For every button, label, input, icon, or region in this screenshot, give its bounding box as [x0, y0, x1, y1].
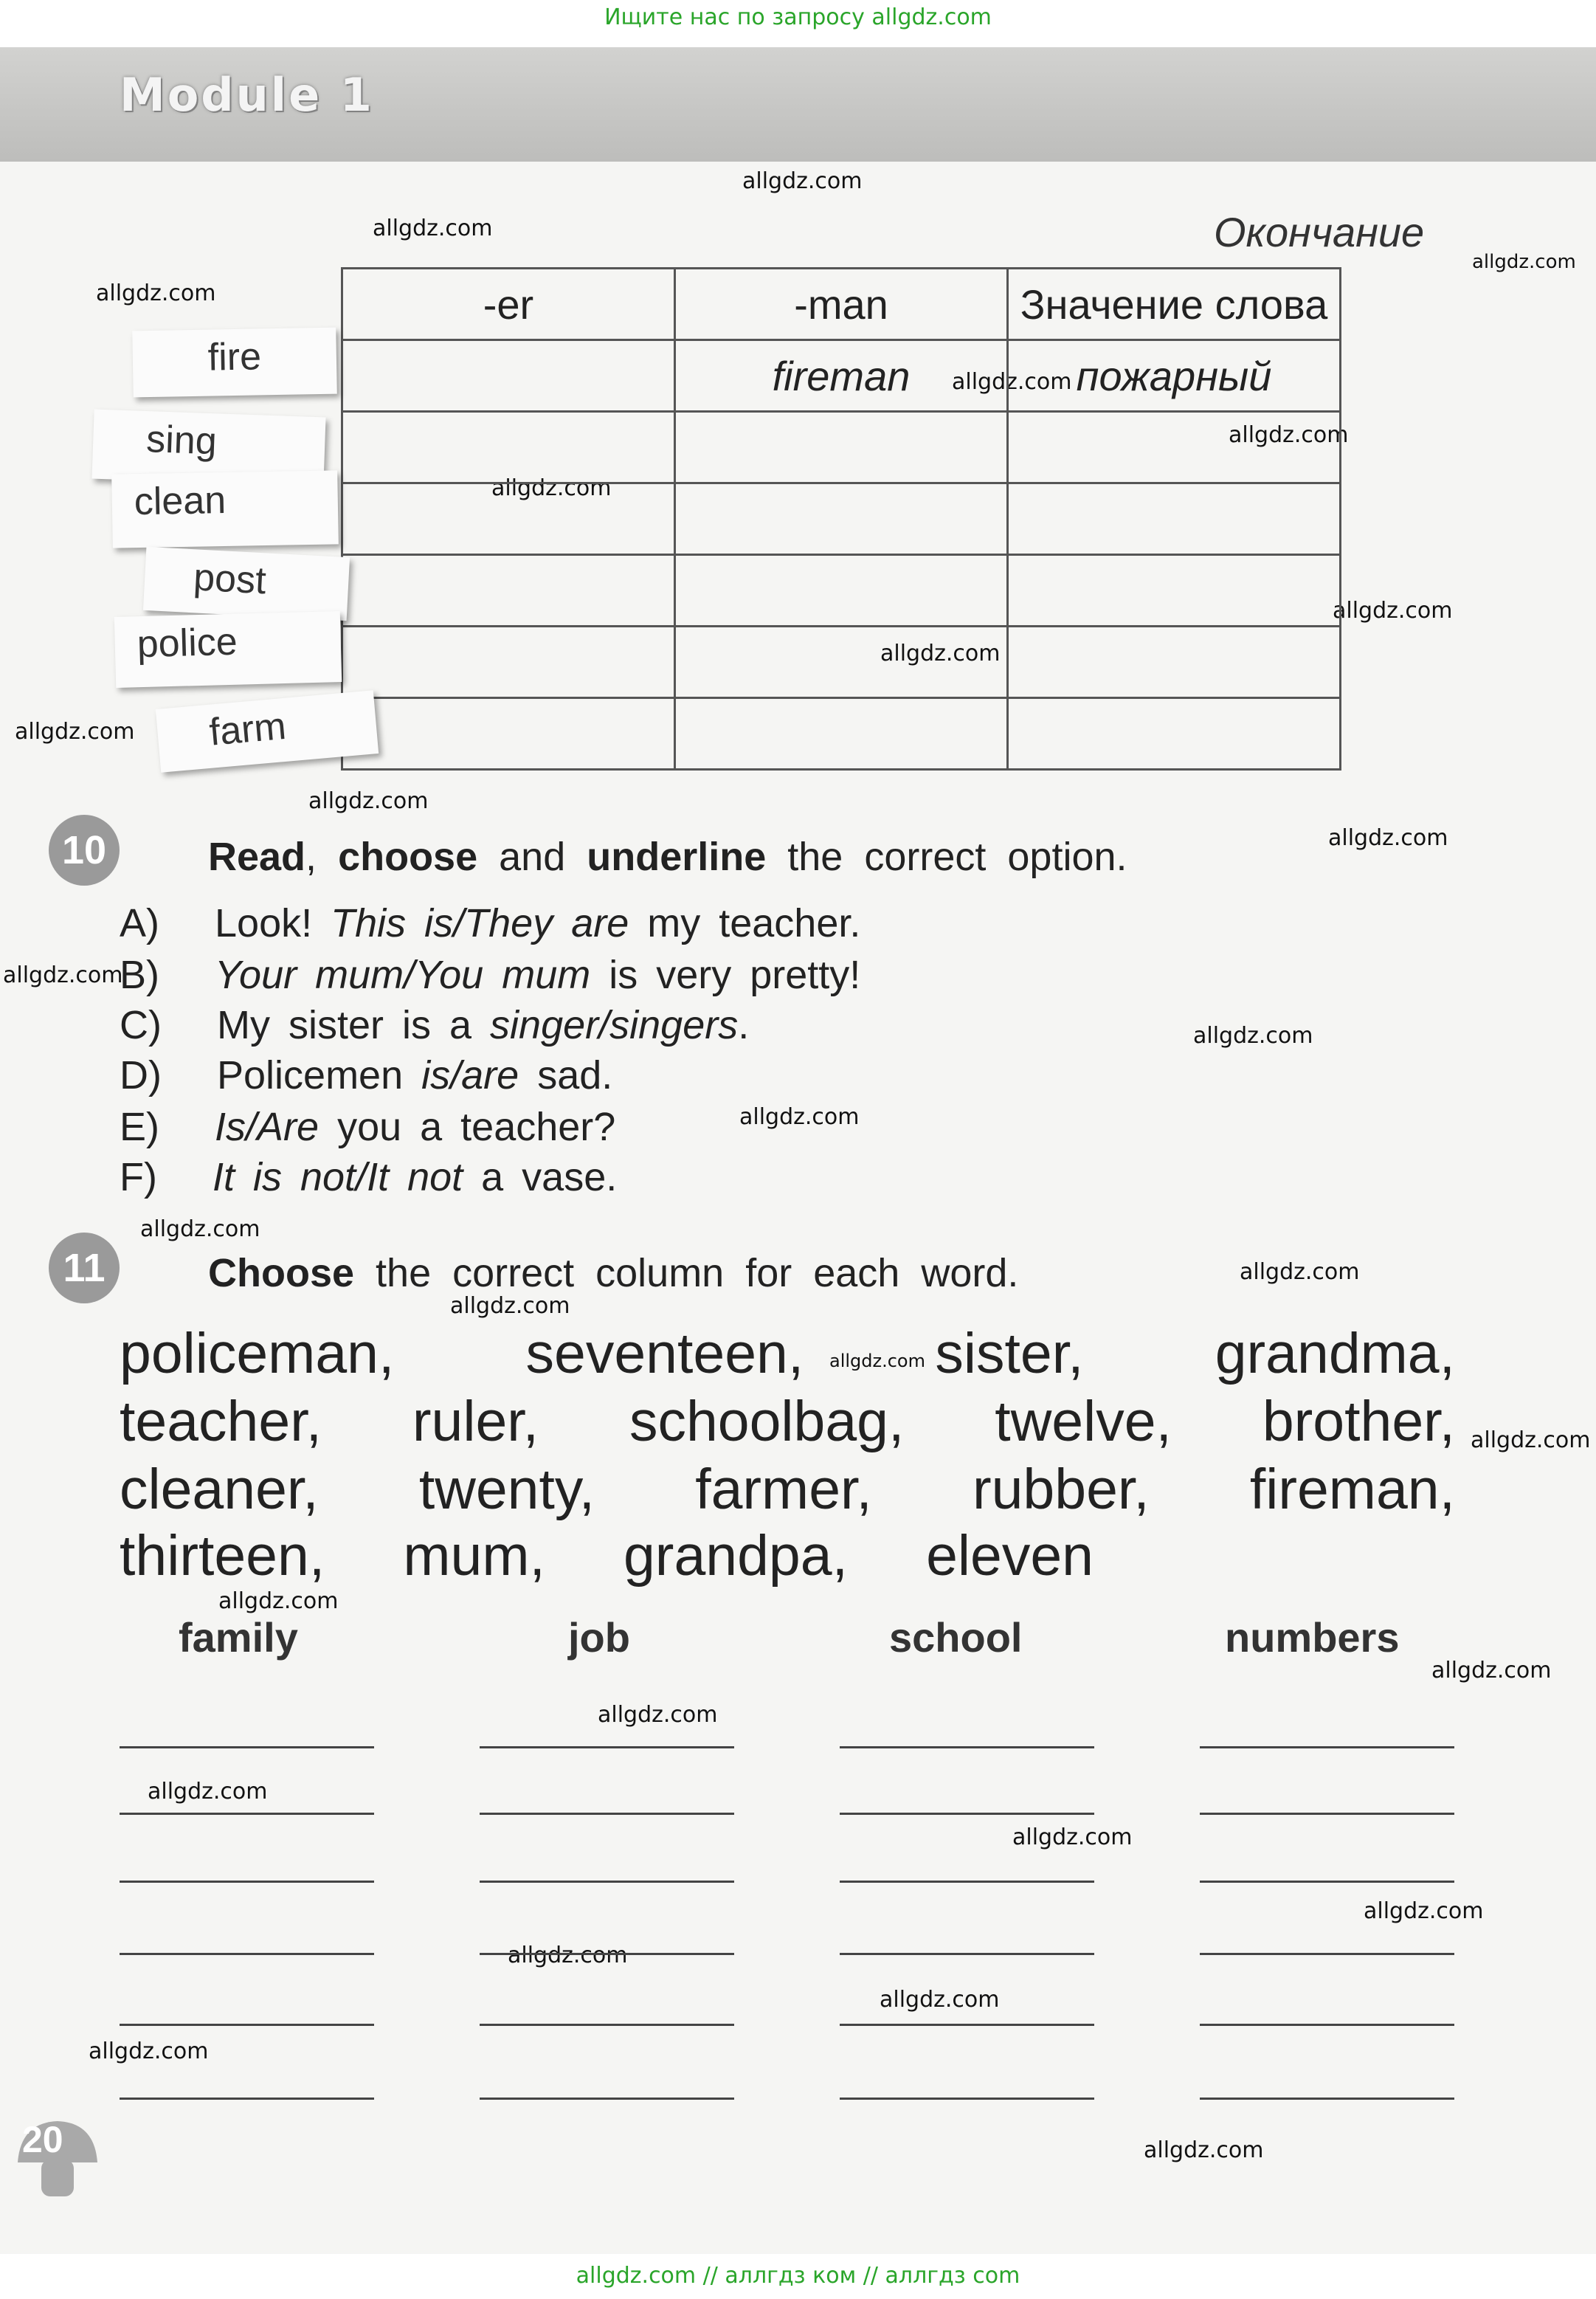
word-item[interactable]: teacher,: [120, 1390, 322, 1453]
table-cell[interactable]: [342, 412, 675, 483]
table-cell[interactable]: [1008, 627, 1341, 698]
watermark: allgdz.com: [952, 369, 1072, 395]
word-ending-table: [341, 267, 1341, 771]
table-row: [342, 269, 1341, 340]
table-cell[interactable]: [1008, 698, 1341, 770]
table-cell[interactable]: [342, 340, 675, 412]
watermark: allgdz.com: [1193, 1023, 1313, 1049]
option-e: [120, 1104, 615, 1150]
table-cell[interactable]: [1008, 555, 1341, 627]
word-item[interactable]: eleven: [926, 1524, 1094, 1588]
answer-blank-line[interactable]: [480, 2098, 734, 2100]
watermark: allgdz.com: [491, 475, 612, 501]
answer-blank-line[interactable]: [840, 1881, 1094, 1883]
word-item[interactable]: thirteen,: [120, 1524, 325, 1588]
answer-blank-line[interactable]: [840, 1813, 1094, 1815]
column-family: family: [179, 1614, 298, 1661]
word-item[interactable]: rubber,: [972, 1458, 1150, 1521]
answer-blank-line[interactable]: [120, 2098, 374, 2100]
column-job: job: [568, 1614, 630, 1661]
word-item[interactable]: brother,: [1262, 1390, 1455, 1453]
word-card-post: post: [143, 547, 350, 621]
instruction-text: and: [477, 835, 587, 879]
option-text: sad.: [519, 1053, 613, 1097]
word-list-line: [120, 1457, 1455, 1523]
module-title: Module 1: [120, 68, 374, 122]
table-row: [342, 698, 1341, 770]
option-choice[interactable]: This is/They are: [331, 901, 629, 945]
watermark: allgdz.com: [96, 280, 216, 306]
option-text: a vase.: [463, 1155, 618, 1199]
watermark: allgdz.com: [1333, 598, 1453, 624]
option-choice[interactable]: Is/Are: [215, 1105, 319, 1149]
watermark: allgdz.com: [308, 788, 429, 814]
word-card-farm: farm: [156, 690, 379, 772]
answer-blank-line[interactable]: [480, 1813, 734, 1815]
instruction-text: the correct option.: [766, 835, 1127, 879]
watermark: allgdz.com: [880, 1987, 1000, 2013]
bottom-banner[interactable]: allgdz.com // аллгдз ком // аллгдз com: [576, 2263, 1020, 2289]
task-10-instruction: [208, 834, 1127, 880]
word-item[interactable]: sister,: [935, 1322, 1084, 1385]
answer-blank-line[interactable]: [840, 2024, 1094, 2026]
watermark: allgdz.com: [89, 2038, 209, 2064]
option-a: [120, 900, 860, 946]
table-cell[interactable]: [675, 627, 1008, 698]
watermark: allgdz.com: [1012, 1824, 1133, 1850]
table-cell-example-man[interactable]: fireman: [675, 340, 1008, 412]
option-choice[interactable]: singer/singers: [490, 1003, 739, 1047]
option-text: My sister is a: [217, 1003, 491, 1047]
word-list-line: [120, 1321, 1455, 1387]
table-header-man: -man: [675, 269, 1008, 340]
watermark: allgdz.com: [373, 216, 493, 241]
word-item[interactable]: mum,: [403, 1524, 545, 1588]
option-text: is very pretty!: [590, 953, 861, 997]
answer-blank-line[interactable]: [120, 1953, 374, 1955]
answer-blank-line[interactable]: [1200, 1881, 1454, 1883]
option-choice[interactable]: It is not/It not: [212, 1155, 463, 1199]
word-item[interactable]: farmer,: [695, 1458, 872, 1521]
answer-blank-line[interactable]: [480, 2024, 734, 2026]
table-cell[interactable]: [342, 555, 675, 627]
answer-blank-line[interactable]: [480, 1881, 734, 1883]
answer-blank-line[interactable]: [120, 1746, 374, 1748]
option-text: .: [738, 1003, 750, 1047]
answer-blank-line[interactable]: [840, 1953, 1094, 1955]
table-cell[interactable]: [675, 698, 1008, 770]
answer-blank-line[interactable]: [1200, 2024, 1454, 2026]
table-row: [342, 340, 1341, 412]
table-cell[interactable]: [342, 698, 675, 770]
option-letter: E): [120, 1105, 159, 1149]
table-row: [342, 412, 1341, 483]
word-card-clean: clean: [111, 470, 339, 548]
table-row: [342, 555, 1341, 627]
instruction-underline: underline: [587, 835, 767, 879]
instruction-text: the correct column for each word.: [354, 1251, 1019, 1295]
word-list-line: [120, 1389, 1455, 1455]
instruction-choose: Choose: [208, 1251, 355, 1295]
ending-label: Окончание: [1214, 209, 1425, 255]
watermark: allgdz.com: [1240, 1259, 1360, 1285]
instruction-read: Read: [208, 835, 306, 879]
watermark: allgdz.com: [742, 168, 863, 194]
option-c: [120, 1002, 749, 1048]
watermark: allgdz.com: [508, 1943, 628, 1968]
option-d: [120, 1052, 612, 1098]
option-letter: B): [120, 953, 159, 997]
table-cell[interactable]: [675, 555, 1008, 627]
watermark: allgdz.com: [1472, 251, 1576, 273]
answer-blank-line[interactable]: [120, 2024, 374, 2026]
word-card-fire: fire: [132, 328, 337, 398]
watermark: allgdz.com: [1431, 1658, 1552, 1683]
table-header-meaning: Значение слова: [1008, 269, 1341, 340]
word-list-line: [120, 1523, 1094, 1589]
watermark: allgdz.com: [148, 1779, 268, 1805]
task-10-badge: 10: [49, 815, 120, 886]
answer-blank-line[interactable]: [120, 1881, 374, 1883]
word-item[interactable]: ruler,: [412, 1390, 539, 1453]
table-row: [342, 483, 1341, 555]
table-cell[interactable]: [1008, 412, 1341, 483]
table-cell[interactable]: [675, 483, 1008, 555]
word-item[interactable]: schoolbag,: [629, 1390, 905, 1453]
word-item[interactable]: grandma,: [1215, 1322, 1455, 1385]
watermark: allgdz.com: [1328, 825, 1448, 851]
table-cell[interactable]: [342, 483, 675, 555]
table-cell[interactable]: [342, 627, 675, 698]
word-item[interactable]: policeman,: [120, 1322, 395, 1385]
option-choice[interactable]: is/are: [421, 1053, 519, 1097]
table-header-er: -er: [342, 269, 675, 340]
option-text: Look!: [215, 901, 331, 945]
word-item[interactable]: grandpa,: [623, 1524, 848, 1588]
table-cell[interactable]: [1008, 483, 1341, 555]
table-cell-example-meaning[interactable]: пожарный: [1008, 340, 1341, 412]
word-item[interactable]: twenty,: [418, 1458, 595, 1521]
watermark: allgdz.com: [140, 1216, 260, 1242]
table-cell[interactable]: [675, 412, 1008, 483]
answer-blank-line[interactable]: [1200, 1813, 1454, 1815]
word-item[interactable]: twelve,: [995, 1390, 1172, 1453]
word-item[interactable]: seventeen,: [525, 1322, 804, 1385]
watermark: allgdz.com: [739, 1104, 860, 1130]
option-b: [120, 952, 860, 998]
top-banner[interactable]: Ищите нас по запросу allgdz.com: [604, 4, 992, 30]
option-text: my teacher.: [629, 901, 861, 945]
answer-blank-line[interactable]: [120, 1813, 374, 1815]
column-numbers: numbers: [1225, 1614, 1400, 1661]
task-11-badge: 11: [49, 1233, 120, 1303]
answer-blank-line[interactable]: [480, 1953, 734, 1955]
option-letter: A): [120, 901, 159, 945]
watermark: allgdz.com: [15, 719, 135, 745]
option-f: [120, 1154, 617, 1200]
watermark: allgdz.com: [1471, 1427, 1591, 1453]
watermark: allgdz.com: [598, 1702, 718, 1728]
instruction-choose: choose: [338, 835, 478, 879]
watermark: allgdz.com: [1144, 2137, 1264, 2163]
word-item[interactable]: fireman,: [1249, 1458, 1455, 1521]
option-choice[interactable]: Your mum/You mum: [215, 953, 591, 997]
watermark: allgdz.com: [218, 1588, 339, 1614]
word-card-sing: sing: [91, 410, 325, 487]
word-item[interactable]: cleaner,: [120, 1458, 319, 1521]
answer-blank-line[interactable]: [1200, 2098, 1454, 2100]
answer-blank-line[interactable]: [1200, 1953, 1454, 1955]
answer-blank-line[interactable]: [1200, 1746, 1454, 1748]
watermark: allgdz.com: [1229, 422, 1349, 448]
option-text: Policemen: [217, 1053, 422, 1097]
option-text: you a teacher?: [319, 1105, 616, 1149]
task-11-instruction: [208, 1250, 1018, 1296]
answer-blank-line[interactable]: [840, 2098, 1094, 2100]
option-letter: D): [120, 1053, 162, 1097]
word-card-police: police: [114, 611, 342, 688]
watermark: allgdz.com: [829, 1351, 925, 1371]
answer-blank-line[interactable]: [840, 1746, 1094, 1748]
answer-blank-line[interactable]: [480, 1746, 734, 1748]
watermark: allgdz.com: [880, 641, 1001, 666]
watermark: allgdz.com: [3, 962, 123, 988]
column-school: school: [889, 1614, 1023, 1661]
option-letter: F): [120, 1155, 157, 1199]
instruction-text: ,: [305, 835, 339, 879]
watermark: allgdz.com: [1364, 1898, 1484, 1924]
table-row: [342, 627, 1341, 698]
page-number: 20: [22, 2119, 63, 2160]
watermark: allgdz.com: [450, 1293, 570, 1319]
option-letter: C): [120, 1003, 162, 1047]
